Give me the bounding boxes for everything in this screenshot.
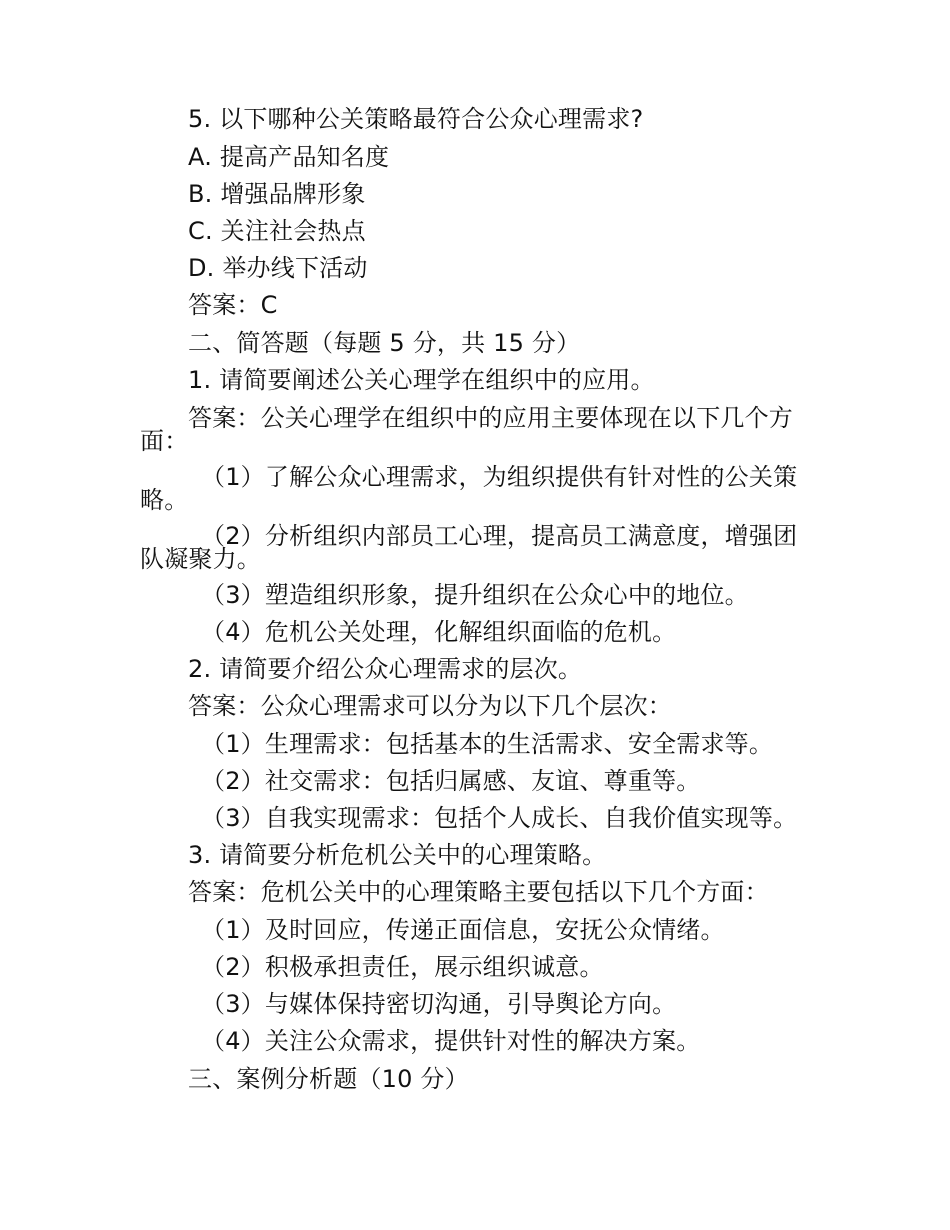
q3-point-1: （1）及时回应，传递正面信息，安抚公众情绪。 [201, 916, 725, 944]
q1-question: 1. 请简要阐述公关心理学在组织中的应用。 [188, 366, 655, 394]
q1-answer-intro-cont: 面： [140, 427, 189, 455]
q3-point-2: （2）积极承担责任，展示组织诚意。 [201, 953, 604, 981]
q1-point-2: （2）分析组织内部员工心理，提高员工满意度，增强团 [201, 522, 798, 550]
q3-question: 3. 请简要分析危机公关中的心理策略。 [188, 841, 607, 869]
q1-point-4: （4）危机公关处理，化解组织面临的危机。 [201, 618, 677, 646]
q1-point-1: （1）了解公众心理需求，为组织提供有针对性的公关策 [201, 463, 798, 491]
q3-answer-intro: 答案：危机公关中的心理策略主要包括以下几个方面： [188, 878, 769, 906]
section-2-heading: 二、简答题（每题 5 分，共 15 分） [188, 329, 581, 357]
q1-point-3: （3）塑造组织形象，提升组织在公众心中的地位。 [201, 581, 749, 609]
q2-answer-intro: 答案：公众心理需求可以分为以下几个层次： [188, 692, 672, 720]
question-5-answer: 答案：C [188, 291, 278, 319]
option-b: B. 增强品牌形象 [188, 180, 366, 208]
q2-point-1: （1）生理需求：包括基本的生活需求、安全需求等。 [201, 730, 774, 758]
q2-question: 2. 请简要介绍公众心理需求的层次。 [188, 655, 583, 683]
q1-answer-intro: 答案：公关心理学在组织中的应用主要体现在以下几个方 [188, 404, 793, 432]
question-5-stem: 5. 以下哪种公关策略最符合公众心理需求? [188, 105, 644, 133]
q1-point-1-cont: 略。 [140, 486, 189, 514]
q2-point-2: （2）社交需求：包括归属感、友谊、尊重等。 [201, 767, 701, 795]
option-d: D. 举办线下活动 [188, 254, 368, 282]
option-a: A. 提高产品知名度 [188, 143, 390, 171]
q1-point-2-cont: 队凝聚力。 [140, 545, 261, 573]
q3-point-3: （3）与媒体保持密切沟通，引导舆论方向。 [201, 990, 677, 1018]
option-c: C. 关注社会热点 [188, 217, 366, 245]
q3-point-4: （4）关注公众需求，提供针对性的解决方案。 [201, 1027, 701, 1055]
section-3-heading: 三、案例分析题（10 分） [188, 1065, 469, 1093]
q2-point-3: （3）自我实现需求：包括个人成长、自我价值实现等。 [201, 804, 798, 832]
